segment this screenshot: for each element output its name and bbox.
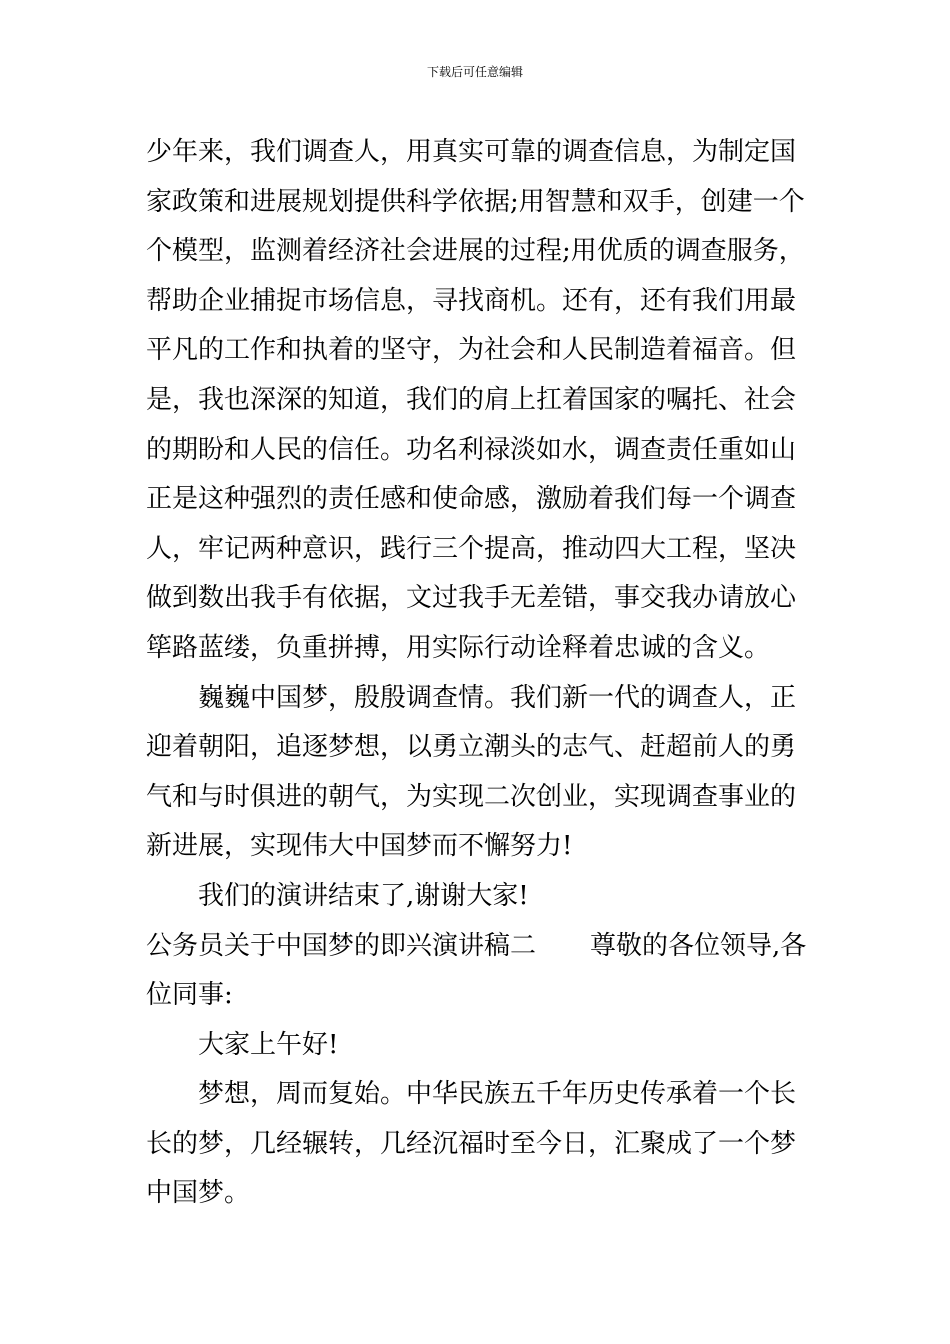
- text-line: 是，我也深深的知道，我们的肩上扛着国家的嘱托、社会: [146, 384, 797, 415]
- salutation-start: 尊敬的各位领导,各: [590, 930, 807, 961]
- page-header: 下载后可任意编辑: [426, 65, 523, 79]
- text-line: 做到数出我手有依据，文过我手无差错，事交我办请放心: [146, 583, 797, 614]
- salutation-end: 位同事:: [146, 980, 233, 1011]
- document-body: [146, 128, 816, 1219]
- text-line: 的期盼和人民的信任。功名利禄淡如水，调查责任重如山: [146, 434, 797, 465]
- text-line: 人，牢记两种意识，践行三个提高，推动四大工程，坚决: [146, 533, 797, 564]
- text-line: 新进展，实现伟大中国梦而不懈努力!: [146, 831, 573, 862]
- paragraph-start-line: 梦想，周而复始。中华民族五千年历史传承着一个长: [198, 1079, 797, 1110]
- text-line: 筚路蓝缕，负重拼搏，用实际行动诠释着忠诚的含义。: [146, 632, 771, 663]
- text-line: 少年来，我们调查人，用真实可靠的调查信息，为制定国: [146, 137, 797, 167]
- text-line: 家政策和进展规划提供科学依据;用智慧和双手，创建一个: [146, 186, 805, 217]
- text-line: 迎着朝阳，追逐梦想，以勇立潮头的志气、赶超前人的勇: [146, 732, 797, 763]
- title-salutation-line: [146, 922, 816, 972]
- text-line: 帮助企业捕捉市场信息，寻找商机。还有，还有我们用最: [146, 285, 797, 316]
- text-line: 正是这种强烈的责任感和使命感，激励着我们每一个调查: [146, 484, 797, 515]
- text-line: 气和与时俱进的朝气，为实现二次创业，实现调查事业的: [146, 781, 797, 812]
- text-line: 平凡的工作和执着的坚守，为社会和人民制造着福音。但: [146, 335, 797, 366]
- paragraph-start-line: 巍巍中国梦，殷殷调查情。我们新一代的调查人，正: [198, 682, 797, 713]
- closing-line: 我们的演讲结束了,谢谢大家!: [198, 880, 529, 911]
- greeting-line: 大家上午好!: [198, 1029, 339, 1060]
- text-line: 长的梦，几经辗转，几经沉福时至今日，汇聚成了一个梦: [146, 1128, 797, 1159]
- text-line: 个模型，监测着经济社会进展的过程;用优质的调查服务，: [146, 236, 805, 267]
- speech-title: 公务员关于中国梦的即兴演讲稿二: [146, 930, 537, 961]
- text-line: 中国梦。: [146, 1178, 251, 1209]
